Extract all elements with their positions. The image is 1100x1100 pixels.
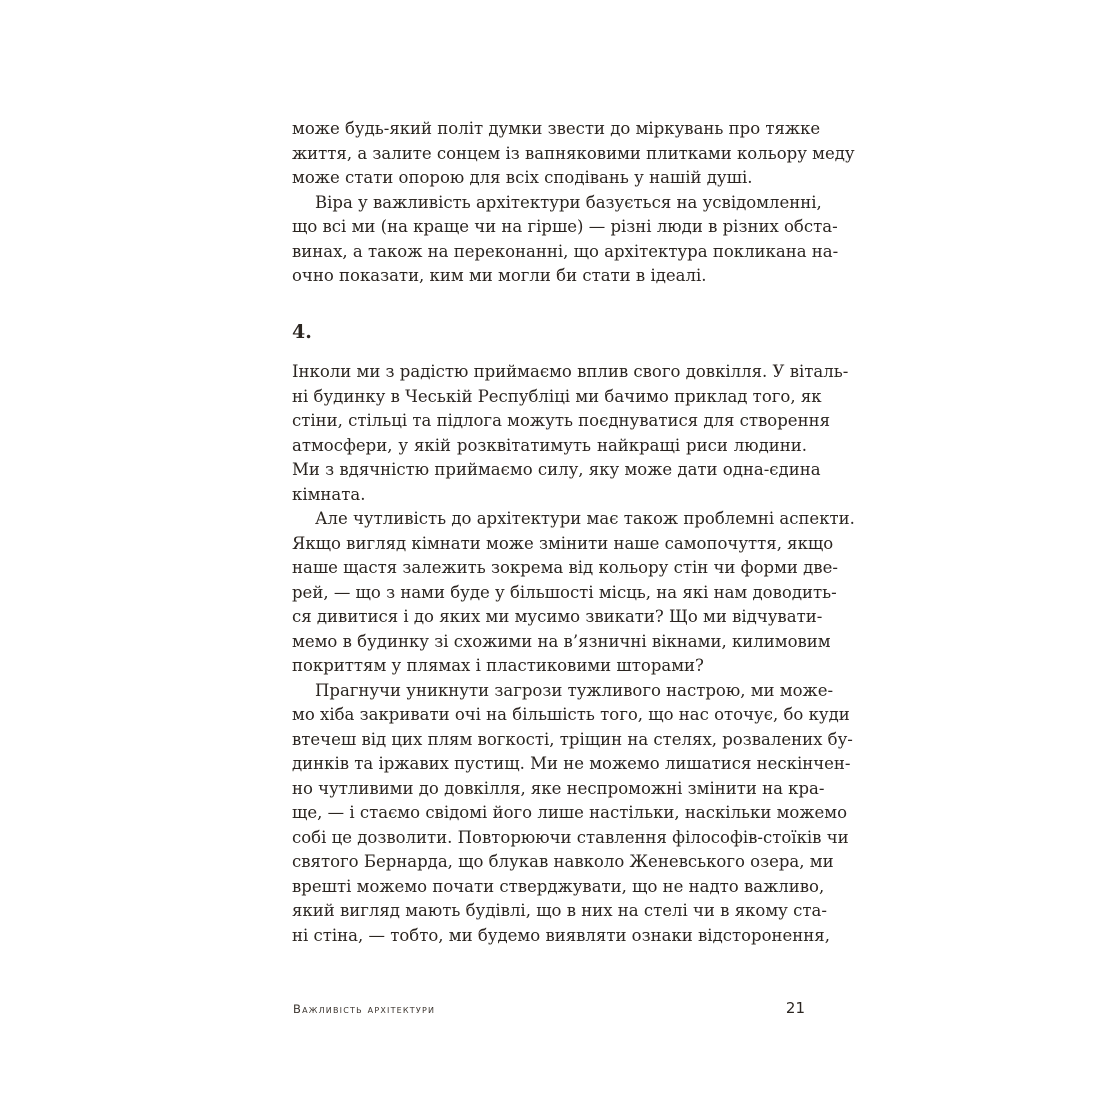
text-line: Якщо вигляд кімнати може змінити наше самопочуття, якщо (292, 533, 834, 553)
paragraph-block-main (292, 360, 855, 948)
text-line: мемо в будинку зі схожими на в’язничні вікнами, килимовим (292, 631, 831, 651)
running-footer-title: Важливість архітектури (293, 1002, 436, 1016)
text-line: но чутливими до довкілля, яке неспроможні змінити на кра- (292, 778, 825, 798)
text-line: Віра у важливість архітектури базується на усвідомленні, (315, 192, 822, 212)
paragraph-block-top (292, 117, 855, 289)
text-line: святого Бернарда, що блукав навколо Женевського озера, ми (292, 852, 834, 871)
page-number: 21 (785, 999, 805, 1017)
section-heading: 4. (292, 321, 312, 343)
text-line: може будь-який політ думки звести до міркувань про тяжке (292, 119, 821, 138)
text-line: Інколи ми з радістю приймаємо вплив свого довкілля. У віталь- (292, 362, 849, 381)
text-line: що всі ми (на краще чи на гірше) — різні люди в різних обста- (292, 217, 838, 236)
text-line: собі це дозволити. Повторюючи ставлення філософів-стоїків чи (292, 827, 849, 847)
text-line: Ми з вдячністю приймаємо силу, яку може дати одна-єдина (292, 460, 821, 479)
text-line: наше щастя залежить зокрема від кольору стін чи форми две- (292, 558, 838, 577)
text-line: атмосфери, у якій розквітатимуть найкращі риси людини. (292, 435, 807, 455)
text-line: ся дивитися і до яких ми мусимо звикати? Що ми відчувати- (292, 607, 823, 626)
text-line: Але чутливість до архітектури має також проблемні аспекти. (315, 509, 855, 528)
text-line: врешті можемо почати стверджувати, що не надто важливо, (292, 876, 825, 896)
text-line: життя, а залите сонцем із вапняковими плитками кольору меду (292, 143, 855, 163)
text-line: кімната. (292, 484, 366, 504)
text-line: покриттям у плямах і пластиковими шторами? (292, 656, 704, 675)
text-line: рей, — що з нами буде у більшості місць, на які нам доводить- (292, 582, 837, 602)
text-line: ні стіна, — тобто, ми будемо виявляти ознаки відсторонення, (292, 925, 830, 945)
text-line: який вигляд мають будівлі, що в них на стелі чи в якому ста- (292, 901, 827, 920)
text-line: винах, а також на переконанні, що архітектура покликана на- (292, 241, 839, 261)
text-line: втечеш від цих плям вогкості, тріщин на стелях, розвалених бу- (292, 729, 853, 749)
text-line: очно показати, ким ми могли би стати в ідеалі. (292, 266, 707, 285)
text-line: ще, — і стаємо свідомі його лише настільки, наскільки можемо (292, 803, 848, 822)
text-line: ні будинку в Чеській Республіці ми бачимо приклад того, як (292, 386, 822, 406)
text-line: Прагнучи уникнути загрози тужливого настрою, ми може- (315, 680, 834, 700)
text-line: мо хіба закривати очі на більшість того, що нас оточує, бо куди (292, 705, 850, 724)
text-line: стіни, стільці та підлога можуть поєднуватися для створення (292, 411, 830, 430)
text-line: може стати опорою для всіх сподівань у нашій душі. (292, 168, 753, 187)
text-line: динків та іржавих пустищ. Ми не можемо лишатися нескінчен- (292, 754, 851, 773)
